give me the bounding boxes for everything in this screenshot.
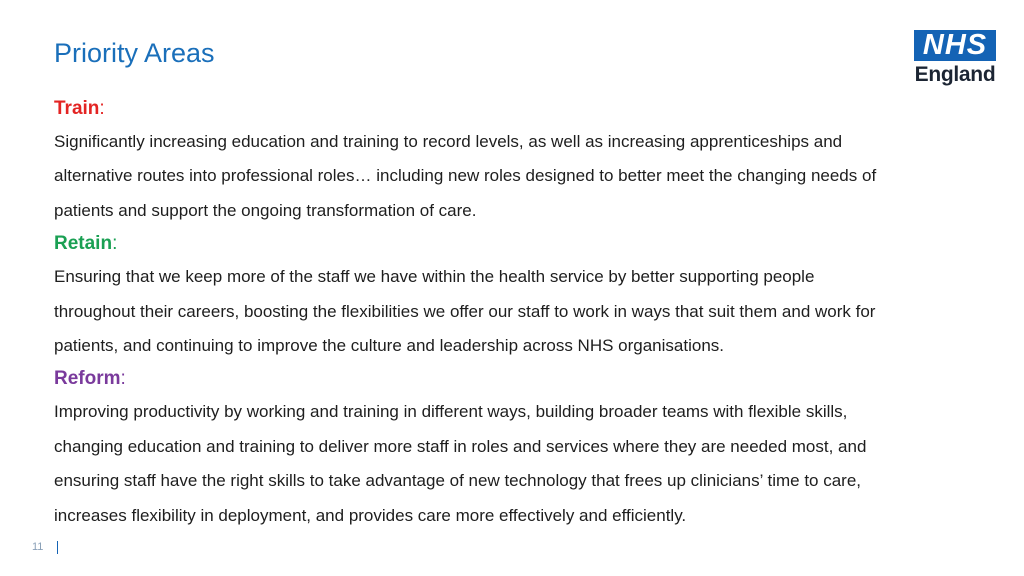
priority-areas-content xyxy=(54,93,994,533)
text-line: patients and support the ongoing transformation of care. xyxy=(54,200,477,220)
section-colon-train: : xyxy=(99,98,105,119)
section-colon-retain: : xyxy=(112,233,118,255)
section-train xyxy=(54,93,994,228)
section-keyword-train: Train xyxy=(54,98,100,119)
text-line: ensuring staff have the right skills to take advantage of new technology that frees up clinicians’ time to care, xyxy=(54,471,862,491)
page-title: Priority Areas xyxy=(54,38,215,68)
text-line: changing education and training to deliver more staff in roles and services where they are needed most, and xyxy=(54,436,867,456)
text-line: throughout their careers, boosting the flexibilities we offer our staff to work in ways that suit them and work for xyxy=(54,301,876,321)
text-line: Significantly increasing education and training to record levels, as well as increasing apprenticeships and xyxy=(54,132,843,151)
section-reform xyxy=(54,363,994,533)
section-colon-reform: : xyxy=(120,368,126,390)
section-body-retain xyxy=(54,260,994,363)
text-line: alternative routes into professional roles… including new roles designed to better meet the changing needs of xyxy=(54,166,877,186)
page-number: 11 xyxy=(32,541,44,553)
nhs-logo-box: NHS xyxy=(914,30,996,61)
text-line: increases flexibility in deployment, and provides care more effectively and efficiently. xyxy=(54,505,687,525)
section-retain xyxy=(54,228,994,363)
text-line: Ensuring that we keep more of the staff we have within the health service by better supporting people xyxy=(54,267,815,287)
section-keyword-retain: Retain xyxy=(54,233,113,255)
text-line: Improving productivity by working and training in different ways, building broader teams with flexible skills, xyxy=(54,402,848,422)
section-heading-reform xyxy=(54,363,994,395)
nhs-england-logo xyxy=(914,30,996,87)
section-body-reform xyxy=(54,395,994,533)
nhs-logo-subtext: England xyxy=(914,63,996,86)
section-keyword-reform: Reform xyxy=(54,368,121,390)
text-line: patients, and continuing to improve the culture and leadership across NHS organisations. xyxy=(54,336,724,356)
section-body-train xyxy=(54,125,994,228)
section-heading-train xyxy=(54,93,994,125)
section-heading-retain xyxy=(54,228,994,260)
page-number-divider xyxy=(57,541,58,554)
